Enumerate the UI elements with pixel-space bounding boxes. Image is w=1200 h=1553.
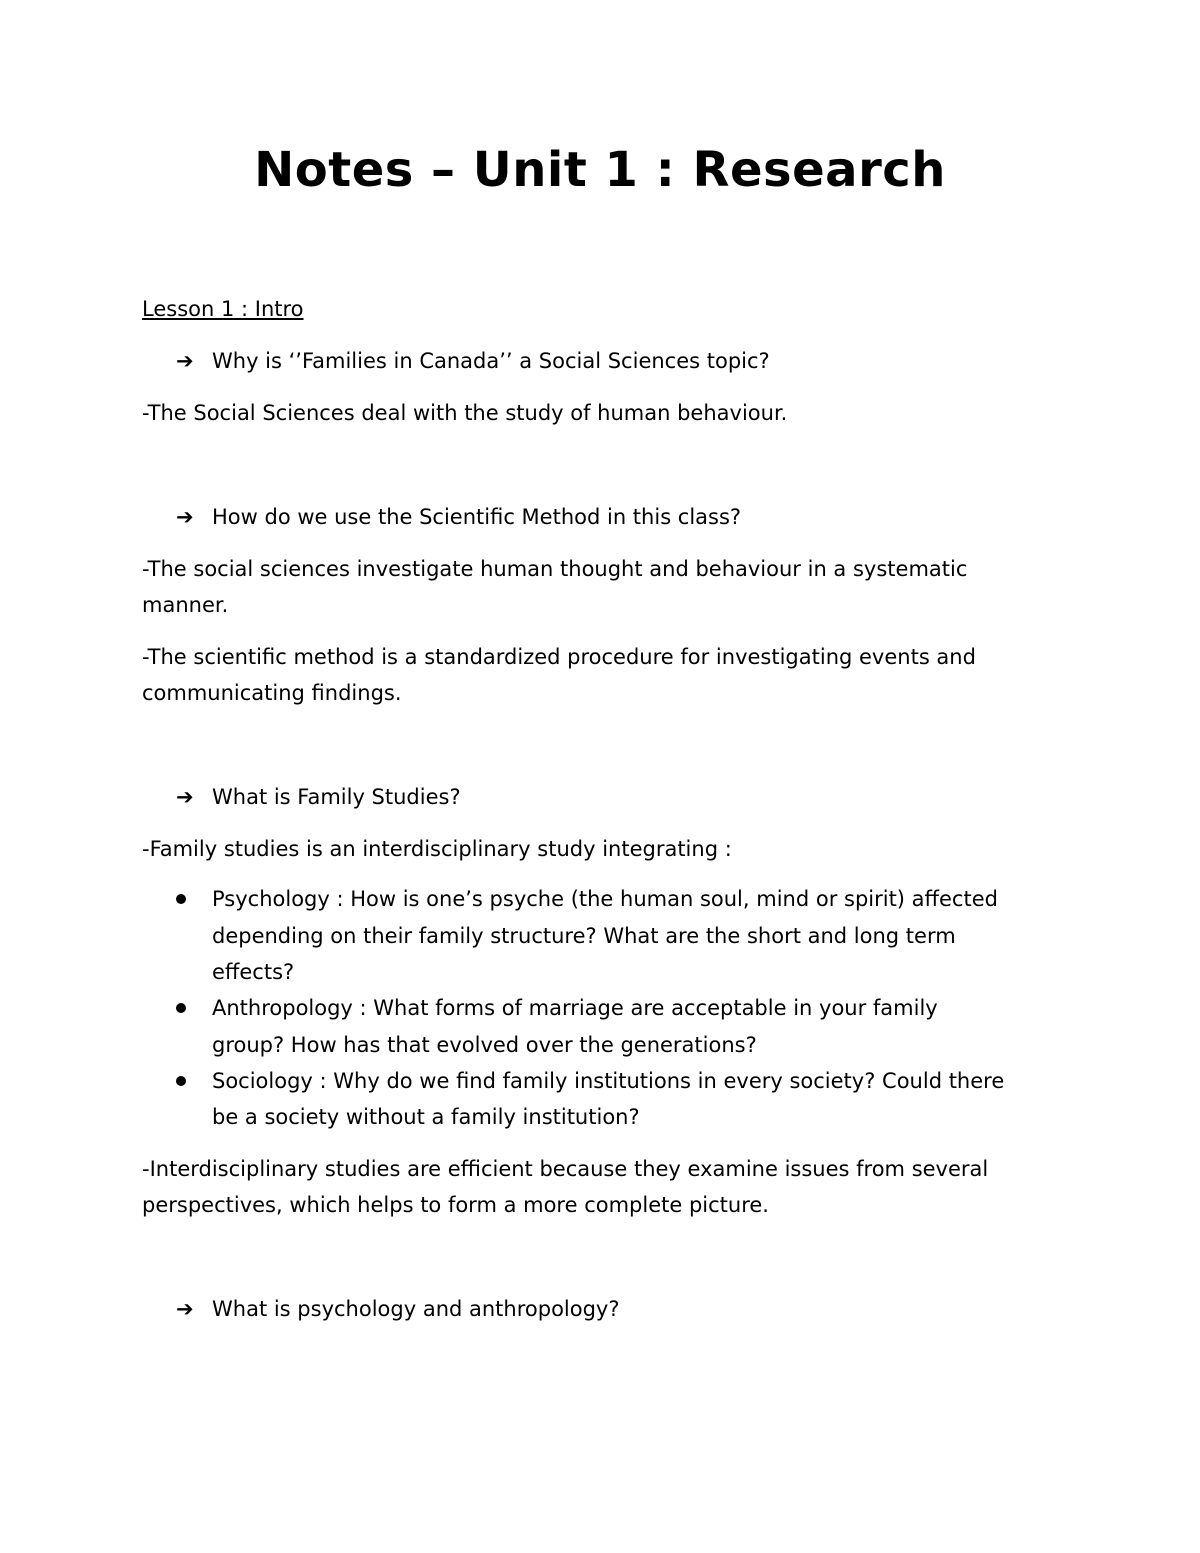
- arrow-icon: ➔: [176, 785, 194, 809]
- arrow-icon: ➔: [176, 1297, 194, 1321]
- question-families-canada: [176, 343, 770, 379]
- question-text: What is psychology and anthropology?: [212, 1297, 620, 1321]
- answer-line: -Interdisciplinary studies are efficient because they examine issues from several: [142, 1157, 989, 1181]
- answer-family-studies: -Family studies is an interdisciplinary study integrating :: [142, 837, 732, 861]
- bullet-icon: [176, 894, 186, 904]
- bullet-icon: [176, 1076, 186, 1086]
- answer-line: communicating findings.: [142, 681, 402, 705]
- bullet-line: group? How has that evolved over the generations?: [212, 1033, 757, 1057]
- question-family-studies: [176, 779, 461, 815]
- bullet-icon: [176, 1003, 186, 1013]
- question-text: How do we use the Scientific Method in this class?: [212, 505, 742, 529]
- bullet-line: depending on their family structure? What are the short and long term: [212, 924, 956, 948]
- question-text: What is Family Studies?: [212, 785, 461, 809]
- question-text: Why is ‘’Families in Canada’’ a Social Sciences topic?: [212, 349, 770, 373]
- bullet-line: Psychology : How is one’s psyche (the human soul, mind or spirit) affected: [212, 887, 998, 911]
- question-scientific-method: [176, 499, 741, 535]
- answer-line: manner.: [142, 593, 229, 617]
- bullet-line: effects?: [212, 960, 295, 984]
- page-title: Notes – Unit 1 : Research: [254, 142, 946, 198]
- bullet-line: Sociology : Why do we find family institutions in every society? Could there: [212, 1069, 1005, 1093]
- answer-social-sciences: -The Social Sciences deal with the study of human behaviour.: [142, 401, 788, 425]
- bullet-line: Anthropology : What forms of marriage are acceptable in your family: [212, 996, 938, 1020]
- lesson-heading: Lesson 1 : Intro: [142, 297, 304, 321]
- bullet-line: be a society without a family institution?: [212, 1105, 640, 1129]
- answer-line: perspectives, which helps to form a more complete picture.: [142, 1193, 769, 1217]
- answer-line: -The social sciences investigate human thought and behaviour in a systematic: [142, 557, 968, 581]
- arrow-icon: ➔: [176, 349, 194, 373]
- arrow-icon: ➔: [176, 505, 194, 529]
- question-psychology-anthropology: [176, 1291, 620, 1327]
- answer-line: -The scientific method is a standardized procedure for investigating events and: [142, 645, 976, 669]
